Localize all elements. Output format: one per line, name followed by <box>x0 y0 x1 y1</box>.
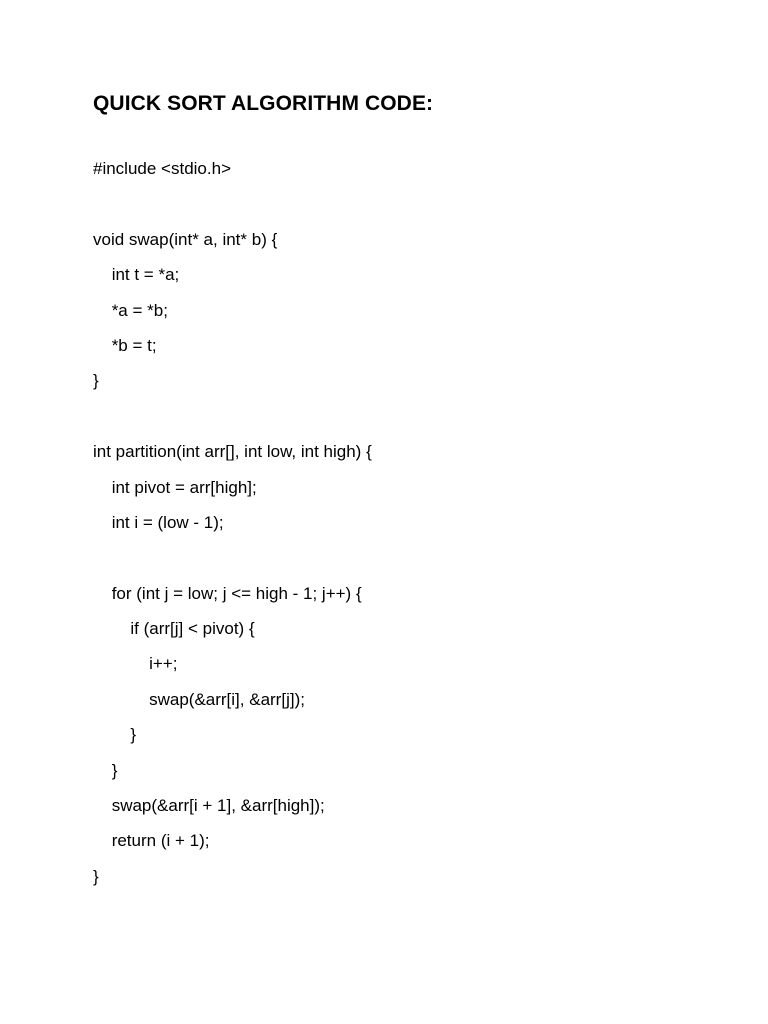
code-line <box>93 823 372 858</box>
code-line-text: int partition(int arr[], int low, int high) { <box>93 442 372 462</box>
code-line <box>93 576 372 611</box>
code-line-text: if (arr[j] < pivot) { <box>130 619 255 639</box>
code-line <box>93 293 372 328</box>
code-line <box>93 540 372 575</box>
code-line-text: *a = *b; <box>111 300 168 320</box>
code-line-text: swap(&arr[i], &arr[j]); <box>149 689 305 709</box>
code-line <box>93 611 372 646</box>
code-line-text: void swap(int* a, int* b) { <box>93 229 278 249</box>
code-block <box>93 151 372 894</box>
code-line-text: *b = t; <box>111 335 157 355</box>
code-line-text: return (i + 1); <box>111 831 210 851</box>
code-line <box>93 151 372 186</box>
code-line <box>93 470 372 505</box>
code-line <box>93 753 372 788</box>
code-line <box>93 505 372 540</box>
code-line-text: } <box>111 760 118 780</box>
code-line-text: #include <stdio.h> <box>93 159 231 178</box>
code-line <box>93 363 372 398</box>
code-line-text: int i = (low - 1); <box>111 512 224 532</box>
code-line <box>93 717 372 752</box>
code-line <box>93 434 372 469</box>
code-line <box>93 399 372 434</box>
code-line-text: } <box>130 725 137 745</box>
code-line-text: int pivot = arr[high]; <box>111 477 257 497</box>
code-line-text: } <box>93 866 99 886</box>
code-line <box>93 646 372 681</box>
document-title: QUICK SORT ALGORITHM CODE: <box>93 92 434 115</box>
code-line-text: for (int j = low; j <= high - 1; j++) { <box>111 583 362 603</box>
code-line-text: int t = *a; <box>111 265 180 285</box>
code-line <box>93 328 372 363</box>
code-line <box>93 186 372 221</box>
code-line <box>93 788 372 823</box>
code-line-text: swap(&arr[i + 1], &arr[high]); <box>111 796 325 816</box>
code-line <box>93 859 372 894</box>
code-line <box>93 257 372 292</box>
code-line-text: i++; <box>149 654 178 674</box>
code-line-text: } <box>93 371 99 391</box>
code-line <box>93 222 372 257</box>
code-line <box>93 682 372 717</box>
